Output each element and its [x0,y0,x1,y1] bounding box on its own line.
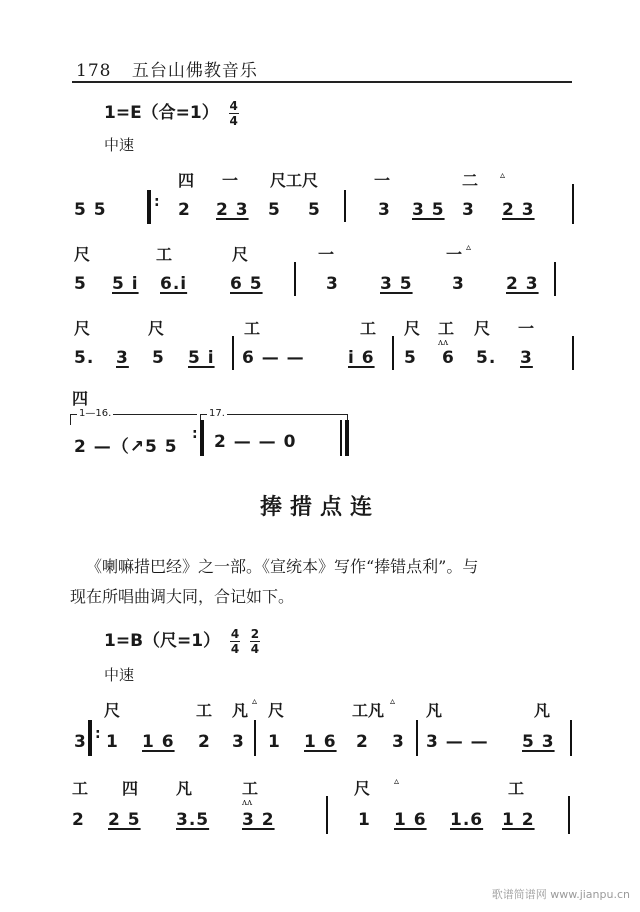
time-numerator: 2 [250,626,260,641]
note: 1 [268,732,281,752]
note: 5 [74,274,87,294]
bar-line [344,190,346,222]
gongche-char: 工 [360,319,377,338]
gongche-char: 工 [156,245,173,264]
gongche-char: 尺 [232,245,249,264]
gongche-char: 工 [438,319,455,338]
note: 3 [452,274,465,294]
note: 2 5 [108,810,141,830]
note: 3 [392,732,405,752]
note: 3 5 [412,200,445,220]
repeat-bar [200,420,204,456]
gongche-char: 一 [374,171,391,190]
time-denominator: 4 [250,641,260,656]
note: 3 [520,348,533,368]
note: 2 [178,200,191,220]
final-bar [345,420,349,456]
piece2-key-text: 1=B（尺=1） [104,631,221,651]
note: 1 6 [142,732,175,752]
gongche-char: 尺 [74,319,91,338]
gongche-char: 尺 [74,245,91,264]
gongche-char: 一 [446,245,463,264]
note: 2 [198,732,211,752]
bar-line [232,336,234,370]
note: 3.5 [176,810,210,830]
note: 2 [72,810,85,830]
volta-bracket-1: 1—16. [70,414,197,425]
note: 2 3 [216,200,249,220]
gongche-char: 凡 [426,701,443,720]
pickup-notes: 3 [74,732,87,752]
note: 2 3 [502,200,535,220]
note: 3 [462,200,475,220]
gongche-char: 凡 [534,701,551,720]
gongche-char: 尺 [104,701,121,720]
breath-mark: ▵ [252,696,258,707]
note: 5 [268,200,281,220]
note: 3 2 [242,810,275,830]
note: 5. [476,348,497,368]
note: 1 [106,732,119,752]
gongche-char: 工 [244,319,261,338]
repeat-dots: : [154,194,160,210]
gongche-char: 一 [518,319,535,338]
book-title: 五台山佛教音乐 [131,61,258,81]
gongche-char: 四 [122,779,139,798]
volta-bracket-2: 17. [200,414,348,425]
note: 5 i [112,274,139,294]
page-header [76,56,258,81]
piece2-time-signature-1 [230,628,240,655]
gongche-char: 工 [508,779,525,798]
note: 1 [358,810,371,830]
gongche-char: 尺 [148,319,165,338]
piece1-tempo: 中速 [104,136,135,154]
gongche-char: 尺 [268,701,285,720]
section-title: 捧措点连 [259,495,380,520]
note: i 6 [348,348,375,368]
bar-line [416,720,418,756]
note: 1 2 [502,810,535,830]
repeat-dots: : [192,426,198,442]
bar-line [572,184,574,224]
note: 2 3 [506,274,539,294]
bar-line [570,720,572,756]
note: 5 i [188,348,215,368]
gongche-char: 工 [196,701,213,720]
bar-line [294,262,296,296]
note: 1 6 [394,810,427,830]
note: 1 6 [304,732,337,752]
gongche-char: 二 [462,171,479,190]
gongche-char: 尺 [354,779,371,798]
time-numerator: 4 [229,98,238,113]
breath-mark: ▵ [466,242,472,253]
pickup-notes: 5 5 [74,200,107,220]
gongche-char: 尺工尺 [270,171,319,190]
header-rule [72,81,572,83]
bar-line [326,796,328,834]
description-paragraph [70,552,570,612]
bar-line [568,796,570,834]
note: 2 [356,732,369,752]
piece2-time-signature-2 [250,628,260,655]
time-denominator: 4 [230,641,240,656]
note: 3 — — [426,732,489,752]
gongche-char: 尺 [474,319,491,338]
ornament-mark: ʌʌ [438,338,449,348]
piece1-time-signature [229,100,239,127]
gongche-char: 工 [72,779,89,798]
gongche-char: 工 [242,779,259,798]
gongche-char: 四 [178,171,195,190]
note: 6.i [160,274,188,294]
breath-mark: ▵ [500,170,506,181]
gongche-char: 四 [72,389,89,408]
piece2-key [104,626,260,655]
note: 5 3 [522,732,555,752]
note: 2 — — 0 [214,432,297,452]
bar-line [340,420,342,456]
note: 3 [326,274,339,294]
note: 5 [152,348,165,368]
repeat-dots: : [95,726,101,742]
note: 3 5 [380,274,413,294]
bar-line [572,336,574,370]
note: 6 [442,348,455,368]
gongche-char: 一 [318,245,335,264]
note: 5. [74,348,95,368]
time-denominator: 4 [229,113,238,128]
note: 2 —（↗5 5 [74,437,178,457]
gongche-char: 尺 [404,319,421,338]
ornament-mark: ʌʌ [242,798,253,808]
note: 5 [404,348,417,368]
note: 5 [308,200,321,220]
gongche-char: 凡 [176,779,193,798]
gongche-char: 一 [222,171,239,190]
gongche-char: 工凡 [352,701,385,720]
gongche-char: 凡 [232,701,249,720]
page-number: 178 [76,61,112,81]
note: 3 [378,200,391,220]
note: 3 [232,732,245,752]
paragraph-line: 《喇嘛措巴经》之一部。《宣统本》写作“捧错点利”。与 [86,557,479,576]
watermark: 歌谱简谱网 www.jianpu.cn [491,888,630,901]
breath-mark: ▵ [394,776,400,787]
bar-line [392,336,394,370]
piece2-tempo: 中速 [104,666,135,684]
note: 6 5 [230,274,263,294]
paragraph-line: 现在所唱曲调大同，合记如下。 [70,587,295,606]
note: 3 [116,348,129,368]
bar-line [254,720,256,756]
piece1-key-text: 1=E（合=1） [104,103,219,123]
note: 1.6 [450,810,484,830]
time-numerator: 4 [230,626,240,641]
bar-line [554,262,556,296]
repeat-bar [147,190,151,224]
repeat-bar [88,720,92,756]
note: 6 — — [242,348,305,368]
breath-mark: ▵ [390,696,396,707]
piece1-key [104,98,239,127]
